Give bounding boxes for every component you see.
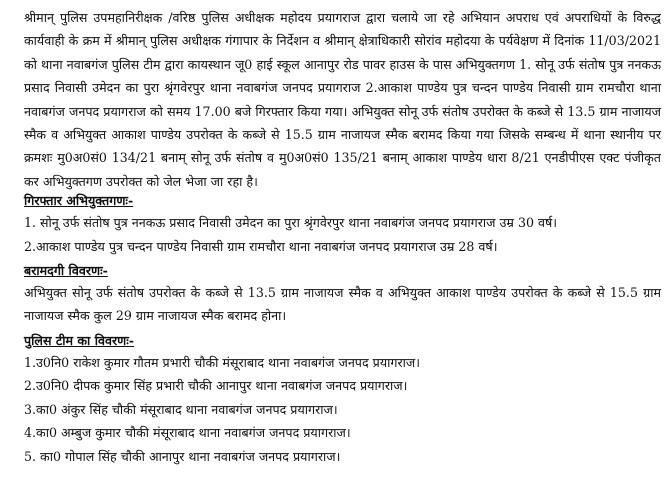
recovery-heading: बरामदगी विवरणः-: [24, 263, 108, 279]
team-list: [24, 351, 661, 468]
arrested-heading: गिरफ्तार अभियुक्तगणः-: [24, 193, 134, 209]
team-heading: पुलिस टीम का विवरणः-: [24, 332, 134, 348]
arrested-list: [24, 211, 661, 258]
list-item: 5. का0 गोपाल सिंह चौकी आनापुर थाना नवाबगंज जनपद प्रयागराज।: [24, 448, 341, 464]
list-item: 1. सोनू उर्फ संतोष पुत्र ननकऊ प्रसाद निवासी उमेदन का पुरा श्रृंगवेरपुर थाना नवाबगंज जनपद प्रयागराज उम्र 30 वर्ष।: [24, 215, 558, 231]
list-item: 3.का0 अंकुर सिंह चौकी मंसूराबाद थाना नवाबगंज जनपद प्रयागराज।: [24, 401, 338, 417]
list-item: 1.उ0नि0 राकेश कुमार गौतम प्रभारी चौकी मंसूराबाद थाना नवाबगंज जनपद प्रयागराज।: [24, 354, 421, 370]
list-item: 4.का0 अम्बुज कुमार चौकी मंसूराबाद थाना नवाबगंज जनपद प्रयागराज।: [24, 425, 351, 441]
intro-paragraph: श्रीमान् पुलिस उपमहानिरीक्षक /वरिष्ठ पुलिस अधीक्षक महोदय प्रयागराज द्वारा चलाये जा रहे अभियान अपराध एवं अपराधियों के विरुद्ध कार्यवाही के क्रम में श्रीमान् पुलिस अधीक्षक गंगापार के निर्देशन व श्रीमान् क्षेत्राधिकारी सोरांव महोदया के पर्यवेक्षण में दिनांक 11/03/2021 को थाना नवाबगंज पुलिस टीम द्वारा कायस्थान जू0 हाई स्कूल आनापुर रोड पावर हाउस के पास अभियुक्तगण 1. सोनू उर्फ संतोष पुत्र ननकऊ प्रसाद निवासी उमेदन का पुरा श्रृंगवेरपुर थाना नवाबगंज जनपद प्रयागराज 2.आकाश पाण्डेय पुत्र चन्दन पाण्डेय निवासी ग्राम रामचौरा थाना नवाबगंज जनपद प्रयागराज को समय 17.00 बजे गिरफ्तार किया गया। अभियुक्त सोनू उर्फ संतोष उपरोक्त के कब्जे से 13.5 ग्राम नाजायज स्मैक व अभियुक्त आकाश पाण्डेय उपरोक्त के कब्जे से 15.5 ग्राम नाजायज स्मैक बरामद किया गया जिसके सम्बन्ध में थाना स्थानीय पर क्रमशः मु0अ0सं0 134/21 बनाम् सोनू उर्फ संतोष व मु0अ0सं0 135/21 बनाम् आकाश पाण्डेय धारा 8/21 एनडीपीएस एक्ट पंजीकृत कर अभियुक्तगण उपरोक्त को जेल भेजा जा रहा है।: [24, 10, 661, 189]
list-item: 2.आकाश पाण्डेय पुत्र चन्दन पाण्डेय निवासी ग्राम रामचौरा थाना नवाबगंज जनपद प्रयागराज उम्र 28 वर्ष।: [24, 238, 498, 254]
list-item: 2.उ0नि0 दीपक कुमार सिंह प्रभारी चौकी आनापुर थाना नवाबगंज जनपद प्रयागराज।: [24, 378, 408, 394]
recovery-paragraph: अभियुक्त सोनू उर्फ संतोष उपरोक्त के कब्जे से 13.5 ग्राम नाजायज स्मैक व अभियुक्त आकाश पाण्डेय उपरोक्त के कब्जे से 15.5 ग्राम नाजायज स्मैक कुल 29 ग्राम नाजायज स्मैक बरामद होना।: [24, 285, 661, 324]
